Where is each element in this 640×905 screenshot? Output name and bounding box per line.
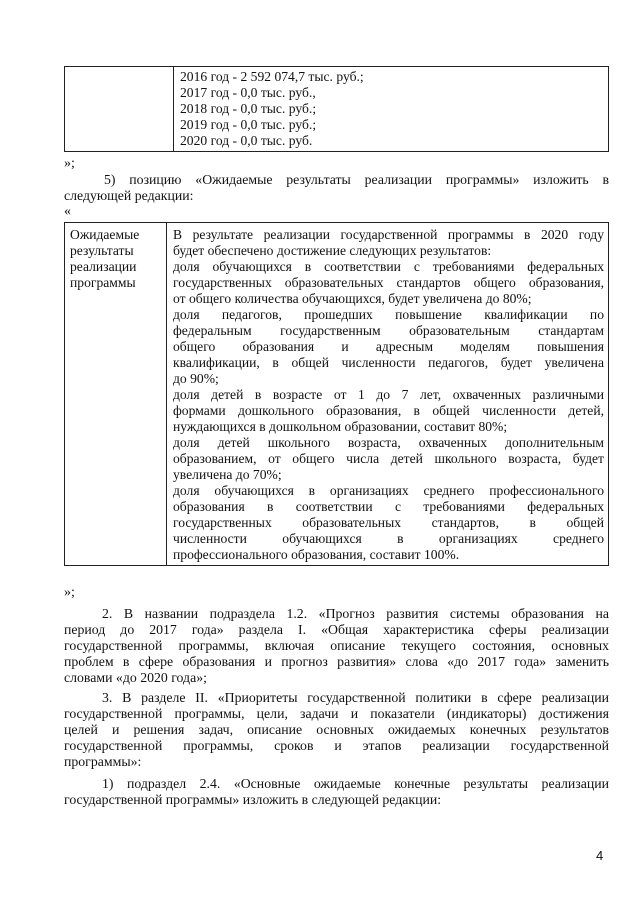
results-line: квалификации, в общей численности педагогов, будет увеличена xyxy=(173,355,604,370)
item-2-paragraph xyxy=(64,606,609,686)
opening-quote-mark: « xyxy=(64,204,71,219)
paragraph-line: проблем в сфере образования и прогноз развития» слова «до 2017 года» заменить xyxy=(64,654,609,669)
results-text-cell xyxy=(167,223,609,566)
funding-line: 2017 год - 0,0 тыс. руб., xyxy=(180,85,316,100)
results-line: В результате реализации государственной программы в 2020 году xyxy=(173,227,604,242)
results-line: формами дошкольного образования, в общей численности детей, xyxy=(173,403,604,418)
funding-line: 2020 год - 0,0 тыс. руб. xyxy=(180,133,313,148)
results-line: от общего количества обучающихся, будет увеличена до 80%; xyxy=(173,291,532,306)
paragraph-line: словами «до 2020 года»; xyxy=(64,670,207,685)
label-line: Ожидаемые xyxy=(70,227,140,242)
item-3-paragraph xyxy=(64,690,609,770)
paragraph-line: государственной программы, цели, задачи и показатели (индикаторы) достижения xyxy=(64,706,609,721)
results-line: образованием, от общего числа детей школьного возраста, будет xyxy=(173,451,604,466)
paragraph-line: 1) подраздел 2.4. «Основные ожидаемые конечные результаты реализации xyxy=(102,776,609,791)
paragraph-line: государственной программы, сроков и этапов реализации государственной xyxy=(64,738,609,753)
results-line: доля педагогов, прошедших повышение квалификации по xyxy=(173,307,604,322)
results-line: образования в соответствии с требованиями федеральных xyxy=(173,499,604,514)
paragraph-line: программы»: xyxy=(64,754,142,769)
results-line: будет обеспечено достижение следующих результатов: xyxy=(173,243,492,258)
paragraph-line: период до 2017 года» раздела I. «Общая характеристика сферы реализации xyxy=(64,622,609,637)
funding-table-label-cell xyxy=(65,67,174,152)
results-line: доля обучающихся в организациях среднего профессионального xyxy=(173,483,604,498)
closing-quote-mark: »; xyxy=(64,585,75,600)
results-line: доля обучающихся в соответствии с требованиями федеральных xyxy=(173,259,604,274)
results-line: профессионального образования, составит 100%. xyxy=(173,547,460,562)
funding-table xyxy=(64,66,609,152)
paragraph-line: 3. В разделе II. «Приоритеты государственной политики в сфере реализации xyxy=(102,690,609,705)
closing-quote-mark: »; xyxy=(64,156,75,171)
funding-line: 2019 год - 0,0 тыс. руб.; xyxy=(180,117,317,132)
paragraph-line: 2. В названии подраздела 1.2. «Прогноз развития системы образования на xyxy=(102,606,609,621)
results-line: федеральным государственным образовательным стандартам xyxy=(173,323,604,338)
results-line: увеличена до 70%; xyxy=(173,467,282,482)
results-line: общего образования и адресным моделям повышения xyxy=(173,339,604,354)
label-line: реализации xyxy=(70,259,137,274)
results-line: до 90%; xyxy=(173,371,219,386)
page-number: 4 xyxy=(596,848,604,863)
results-line: численности обучающихся в организациях среднего xyxy=(173,531,604,546)
funding-line: 2016 год - 2 592 074,7 тыс. руб.; xyxy=(180,69,364,84)
results-line: доля детей в возрасте от 1 до 7 лет, охваченных различными xyxy=(173,387,604,402)
label-line: результаты xyxy=(70,243,134,258)
results-line: доля детей школьного возраста, охваченных дополнительным xyxy=(173,435,604,450)
paragraph-line: 5) позицию «Ожидаемые результаты реализации программы» изложить в xyxy=(104,172,609,187)
results-line: государственных образовательных стандартов общего образования, xyxy=(173,275,604,290)
funding-line: 2018 год - 0,0 тыс. руб.; xyxy=(180,101,317,116)
paragraph-line: государственной программы, включая описание текущего состояния, основных xyxy=(64,638,609,653)
item-3-1-paragraph xyxy=(64,776,609,808)
paragraph-line: государственной программы» изложить в следующей редакции: xyxy=(64,792,442,807)
results-line: государственных образовательных стандартов, в общей xyxy=(173,515,604,530)
expected-results-table xyxy=(64,222,609,566)
results-line: нуждающихся в дошкольном образовании, составит 80%; xyxy=(173,419,508,434)
item-5-paragraph xyxy=(64,172,609,204)
label-line: программы xyxy=(70,275,136,290)
paragraph-line: следующей редакции: xyxy=(64,188,194,203)
funding-table-value-cell xyxy=(174,67,609,152)
paragraph-line: целей и решения задач, описание основных ожидаемых конечных результатов xyxy=(64,722,609,737)
results-label-cell xyxy=(65,223,167,566)
